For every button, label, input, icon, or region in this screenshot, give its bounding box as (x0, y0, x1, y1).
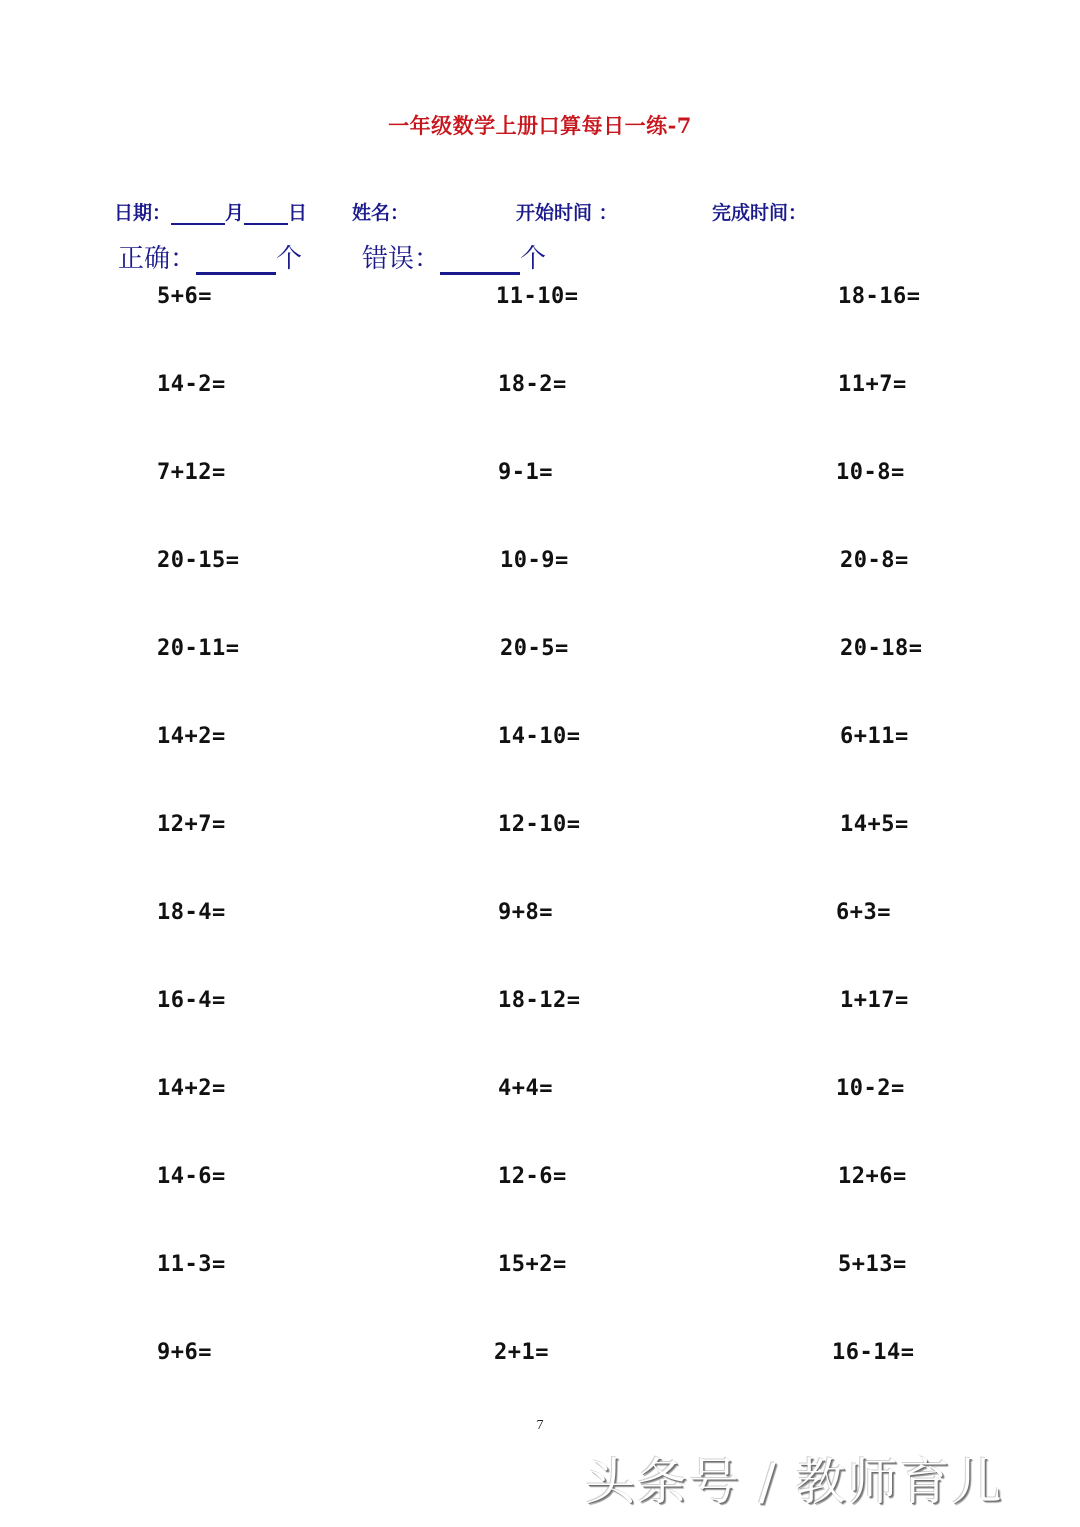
problem-text: 10-2= (836, 1076, 905, 1101)
problem-text: 14-6= (157, 1164, 226, 1189)
problem-text: 18-16= (838, 284, 921, 309)
wrong-count-field (362, 238, 546, 275)
problem-item[interactable] (500, 548, 569, 573)
start-time-field[interactable] (516, 198, 618, 225)
problem-item[interactable] (840, 724, 909, 749)
problem-text: 14+2= (157, 1076, 226, 1101)
problem-item[interactable] (498, 1252, 567, 1277)
start-time-label: 开始时间 ： (516, 202, 618, 224)
problem-text: 14-10= (498, 724, 581, 749)
problem-text: 20-11= (157, 636, 240, 661)
problem-item[interactable] (838, 372, 907, 397)
problem-item[interactable] (838, 284, 920, 309)
problem-text: 20-18= (840, 636, 923, 661)
day-blank[interactable] (244, 201, 288, 225)
problem-text: 5+6= (157, 284, 212, 309)
problem-item[interactable] (840, 548, 909, 573)
wrong-unit: 个 (520, 244, 547, 274)
problem-text: 1+17= (840, 988, 909, 1013)
score-row (118, 238, 1018, 278)
problem-text: 11-10= (496, 284, 579, 309)
problem-text: 12-10= (498, 812, 581, 837)
problem-item[interactable] (838, 1164, 907, 1189)
problem-text: 18-12= (498, 988, 581, 1013)
problem-text: 14+5= (840, 812, 909, 837)
correct-blank[interactable] (196, 238, 276, 275)
problem-item[interactable] (498, 460, 553, 485)
header-info-row (114, 198, 1014, 230)
problem-item[interactable] (157, 1076, 226, 1101)
month-blank[interactable] (171, 201, 225, 225)
problem-item[interactable] (157, 372, 226, 397)
problem-item[interactable] (157, 900, 226, 925)
problem-item[interactable] (832, 1340, 914, 1365)
problem-text: 9+8= (498, 900, 553, 925)
problem-item[interactable] (157, 724, 226, 749)
problem-item[interactable] (836, 1076, 905, 1101)
problem-text: 18-2= (498, 372, 567, 397)
problem-item[interactable] (498, 372, 567, 397)
problem-item[interactable] (157, 1164, 226, 1189)
problem-text: 12-6= (498, 1164, 567, 1189)
problem-item[interactable] (494, 1340, 549, 1365)
wrong-label: 错误： (362, 244, 441, 274)
end-time-label: 完成时间： (712, 202, 808, 224)
problem-item[interactable] (157, 1340, 212, 1365)
problem-item[interactable] (498, 724, 580, 749)
problem-item[interactable] (840, 988, 909, 1013)
problem-item[interactable] (157, 636, 239, 661)
correct-count-field (118, 238, 302, 275)
problem-item[interactable] (157, 988, 226, 1013)
problem-item[interactable] (498, 988, 580, 1013)
problem-text: 6+3= (836, 900, 891, 925)
problem-item[interactable] (498, 1164, 567, 1189)
problem-text: 2+1= (494, 1340, 549, 1365)
problem-item[interactable] (836, 460, 905, 485)
problem-text: 6+11= (840, 724, 909, 749)
problem-text: 10-9= (500, 548, 569, 573)
problem-text: 15+2= (498, 1252, 567, 1277)
problem-item[interactable] (157, 548, 239, 573)
problem-text: 18-4= (157, 900, 226, 925)
problem-item[interactable] (157, 812, 226, 837)
problem-text: 14-2= (157, 372, 226, 397)
problem-item[interactable] (500, 636, 569, 661)
correct-unit: 个 (276, 244, 303, 274)
problem-item[interactable] (836, 900, 891, 925)
problem-item[interactable] (840, 636, 922, 661)
problem-item[interactable] (498, 1076, 553, 1101)
problem-text: 10-8= (836, 460, 905, 485)
month-label: 月 (225, 202, 245, 224)
problem-text: 9-1= (498, 460, 553, 485)
page-number: 7 (536, 1418, 544, 1433)
problem-item[interactable] (498, 812, 580, 837)
problem-text: 5+13= (838, 1252, 907, 1277)
problem-item[interactable] (157, 1252, 226, 1277)
problem-text: 20-8= (840, 548, 909, 573)
day-label: 日 (288, 202, 308, 224)
problem-text: 20-5= (500, 636, 569, 661)
worksheet-title: 一年级数学上册口算每日一练-7 (388, 113, 692, 138)
problem-item[interactable] (840, 812, 909, 837)
problem-text: 12+6= (838, 1164, 907, 1189)
problem-text: 14+2= (157, 724, 226, 749)
date-field (114, 198, 307, 225)
problem-item[interactable] (498, 900, 553, 925)
correct-label: 正确： (118, 244, 197, 274)
problem-text: 16-4= (157, 988, 226, 1013)
name-label: 姓名： (352, 202, 410, 224)
problem-text: 20-15= (157, 548, 240, 573)
problem-item[interactable] (838, 1252, 907, 1277)
problem-text: 11-3= (157, 1252, 226, 1277)
problem-text: 16-14= (832, 1340, 915, 1365)
problem-item[interactable] (496, 284, 578, 309)
problem-text: 9+6= (157, 1340, 212, 1365)
problem-text: 7+12= (157, 460, 226, 485)
name-field[interactable] (352, 198, 409, 225)
date-label: 日期： (114, 202, 172, 224)
problem-item[interactable] (157, 460, 226, 485)
wrong-blank[interactable] (440, 238, 520, 275)
problem-text: 11+7= (838, 372, 907, 397)
problem-text: 12+7= (157, 812, 226, 837)
problem-text: 4+4= (498, 1076, 553, 1101)
end-time-field[interactable] (712, 198, 807, 225)
problem-item[interactable] (157, 284, 212, 309)
watermark: 头条号 / 教师育儿 (585, 1453, 1004, 1511)
